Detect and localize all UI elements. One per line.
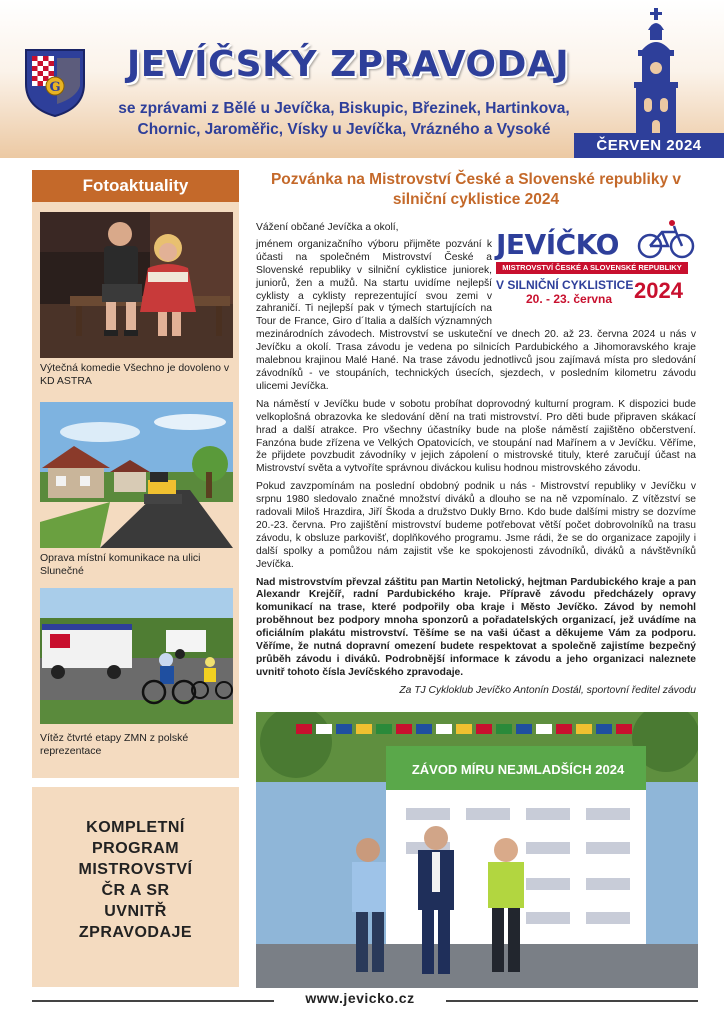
- footer-divider: [32, 1000, 274, 1002]
- article-body: [256, 222, 696, 703]
- newsletter-title: JEVÍČSKÝ ZPRAVODAJ: [126, 44, 570, 85]
- program-line: ZPRAVODAJE: [78, 924, 193, 941]
- article-paragraph: jménem organizačního výboru přijměte pozvání k účasti na společném Mistrovství České a Slovenské republiky v silniční cyklistice juniorek, juniorů, žen a mužů. Na startu uvidíme nejlepší cyklisty a cyklisty reprezentující svou zemi v zahraničí. Ti nejlepší pak v týmech startujících na Tour de France, Giro d´Italia a dalších významných mezinárodních závodech. Mistrovství se uskuteční ve dnech 20. až 23. června 2024 u nás v Jevíčku a okolí. Trasa závodu je vedena po silnicích Pardubického a Jihomoravského kraje malebnou krajinou Malé Hané. Na trase závodu jednotlivců jsou zajímavá místa pro sledování závodníků - ve stoupáních, technických úsecích, sjezdech, v posledním kilometru závodu ulicemi Jevíčka.: [256, 238, 696, 392]
- church-tower-icon: [612, 8, 700, 138]
- program-line: UVNITŘ: [104, 903, 167, 920]
- article-paragraph-bold: Nad mistrovstvím převzal záštitu pan Martin Netolický, hejtman Pardubického kraje a pan Alexandr Krejčíř, radní Pardubického kraje. Přípravě závodu předcházely opravy komunikací na trase, které podpořily oba kraje i Město Jevíčko. Závod by nemohl proběhnout bez podpory mnoha sponzorů a pořadatelských organizací, jež uvádíme na oficiálním plakátu mistrovství. Těšíme se na vaši účast a děkujeme Vám za podporu. Věříme, že nutná dopravní omezení budete respektovat a společně zajistíme bezpečný průběh závodu i diváků. Podrobnější informace k závodu a jeho organizaci naleznete uvnitř tohoto čísla Jevíčského zpravodaje.: [256, 576, 696, 678]
- banner-text: ZÁVOD MÍRU NEJMLADŠÍCH 2024: [411, 762, 625, 777]
- sidebar-heading: Fotoaktuality: [32, 170, 239, 202]
- town-crest-icon: [24, 46, 86, 118]
- issue-date-badge: ČERVEN 2024: [574, 133, 724, 158]
- program-line: PROGRAM: [91, 840, 180, 857]
- photo-caption: Vítěz čtvrté etapy ZMN z polské reprezentace: [40, 732, 189, 757]
- logo-town-name: JEVÍČKO: [496, 228, 619, 261]
- theatre-photo: [40, 212, 233, 358]
- photo-news-sidebar: [32, 170, 239, 778]
- footer-divider: [446, 1000, 698, 1002]
- photo-caption: Oprava místní komunikace na ulici Slunečné: [40, 552, 201, 577]
- article-paragraph: Pokud zavzpomínám na poslední obdobný podnik u nás - Mistrovství republiky v Jevíčku v srpnu 1980 sledovalo značné množství diváků a dlouho se na ně vzpomínalo. Z vítězství se radovali Miloš Hrazdira, Jiří Škoda a družstvo Dukly Brno. Kdo bude dalšími mistry se dozvíme 20.-23. června. Pro zajištění mistrovství budeme potřebovat větší počet dobrovolníků na trasu závodu, k obsluze parkovišť, doplňkového programu. Jsme rádi, že se do organizace zapojily i další spolky a pomůžou nám zajistit vše ke spokojenosti závodníků, diváků a návštěvníků Jevíčka.: [256, 481, 696, 570]
- program-line: KOMPLETNÍ: [86, 819, 185, 836]
- program-line: ČR A SR: [101, 882, 170, 899]
- road-repair-photo: [40, 402, 233, 548]
- logo-dates: 20. - 23. června: [526, 292, 613, 306]
- program-line: MISTROVSTVÍ: [78, 861, 193, 878]
- svg-text:G: G: [49, 80, 61, 95]
- program-callout: [32, 787, 239, 987]
- article-paragraph: Na náměstí v Jevíčku bude v sobotu probíhat doprovodný kulturní program. K dispozici bude velkoplošná obrazovka ke sledování dění na trati mistrovství. Pro děti bude připraven skákací hrad a další atrakce. Pro všechny účastníky bude na ploše náměstí zajištěno občerstvení. Fanzóna bude zřízena ve Velkých Opatovicích, ve stoupání nad Mařínem a v Jevíčku. Věříme, že přijdete povzbudit závodníky v jejich zápolení o mistrovské tituly, které zaručují účast na Mistrovství světa a vytvoříte správnou diváckou kulisu hodnou mistrovského závodu.: [256, 398, 696, 475]
- article-salutation: Vážení občané Jevíčka a okolí,: [256, 222, 399, 233]
- award-ceremony-photo: [256, 712, 698, 988]
- newsletter-subtitle: se zprávami z Bělé u Jevíčka, Biskupic, Březinek, Hartinkova, Chornic, Jaroměřic, Vísky u Jevíčka, Vrázného a Vysoké: [118, 100, 570, 138]
- article-signature: Za TJ Cykloklub Jevíčko Antonín Dostál, sportovní ředitel závodu: [399, 684, 696, 696]
- logo-year: 2024: [634, 278, 683, 303]
- cyclists-photo: [40, 588, 233, 724]
- logo-band-text: MISTROVSTVÍ ČESKÉ A SLOVENSKÉ REPUBLIKY: [496, 262, 688, 274]
- logo-subtitle: V SILNIČNÍ CYKLISTICE: [496, 278, 634, 292]
- masthead: [0, 0, 724, 158]
- footer-website[interactable]: www.jevicko.cz: [305, 990, 415, 1006]
- photo-caption: Výtečná komedie Všechno je dovoleno v KD ASTRA: [40, 362, 230, 387]
- article-title: Pozvánka na Mistrovství České a Slovenské republiky v silniční cyklistice 2024: [270, 171, 682, 208]
